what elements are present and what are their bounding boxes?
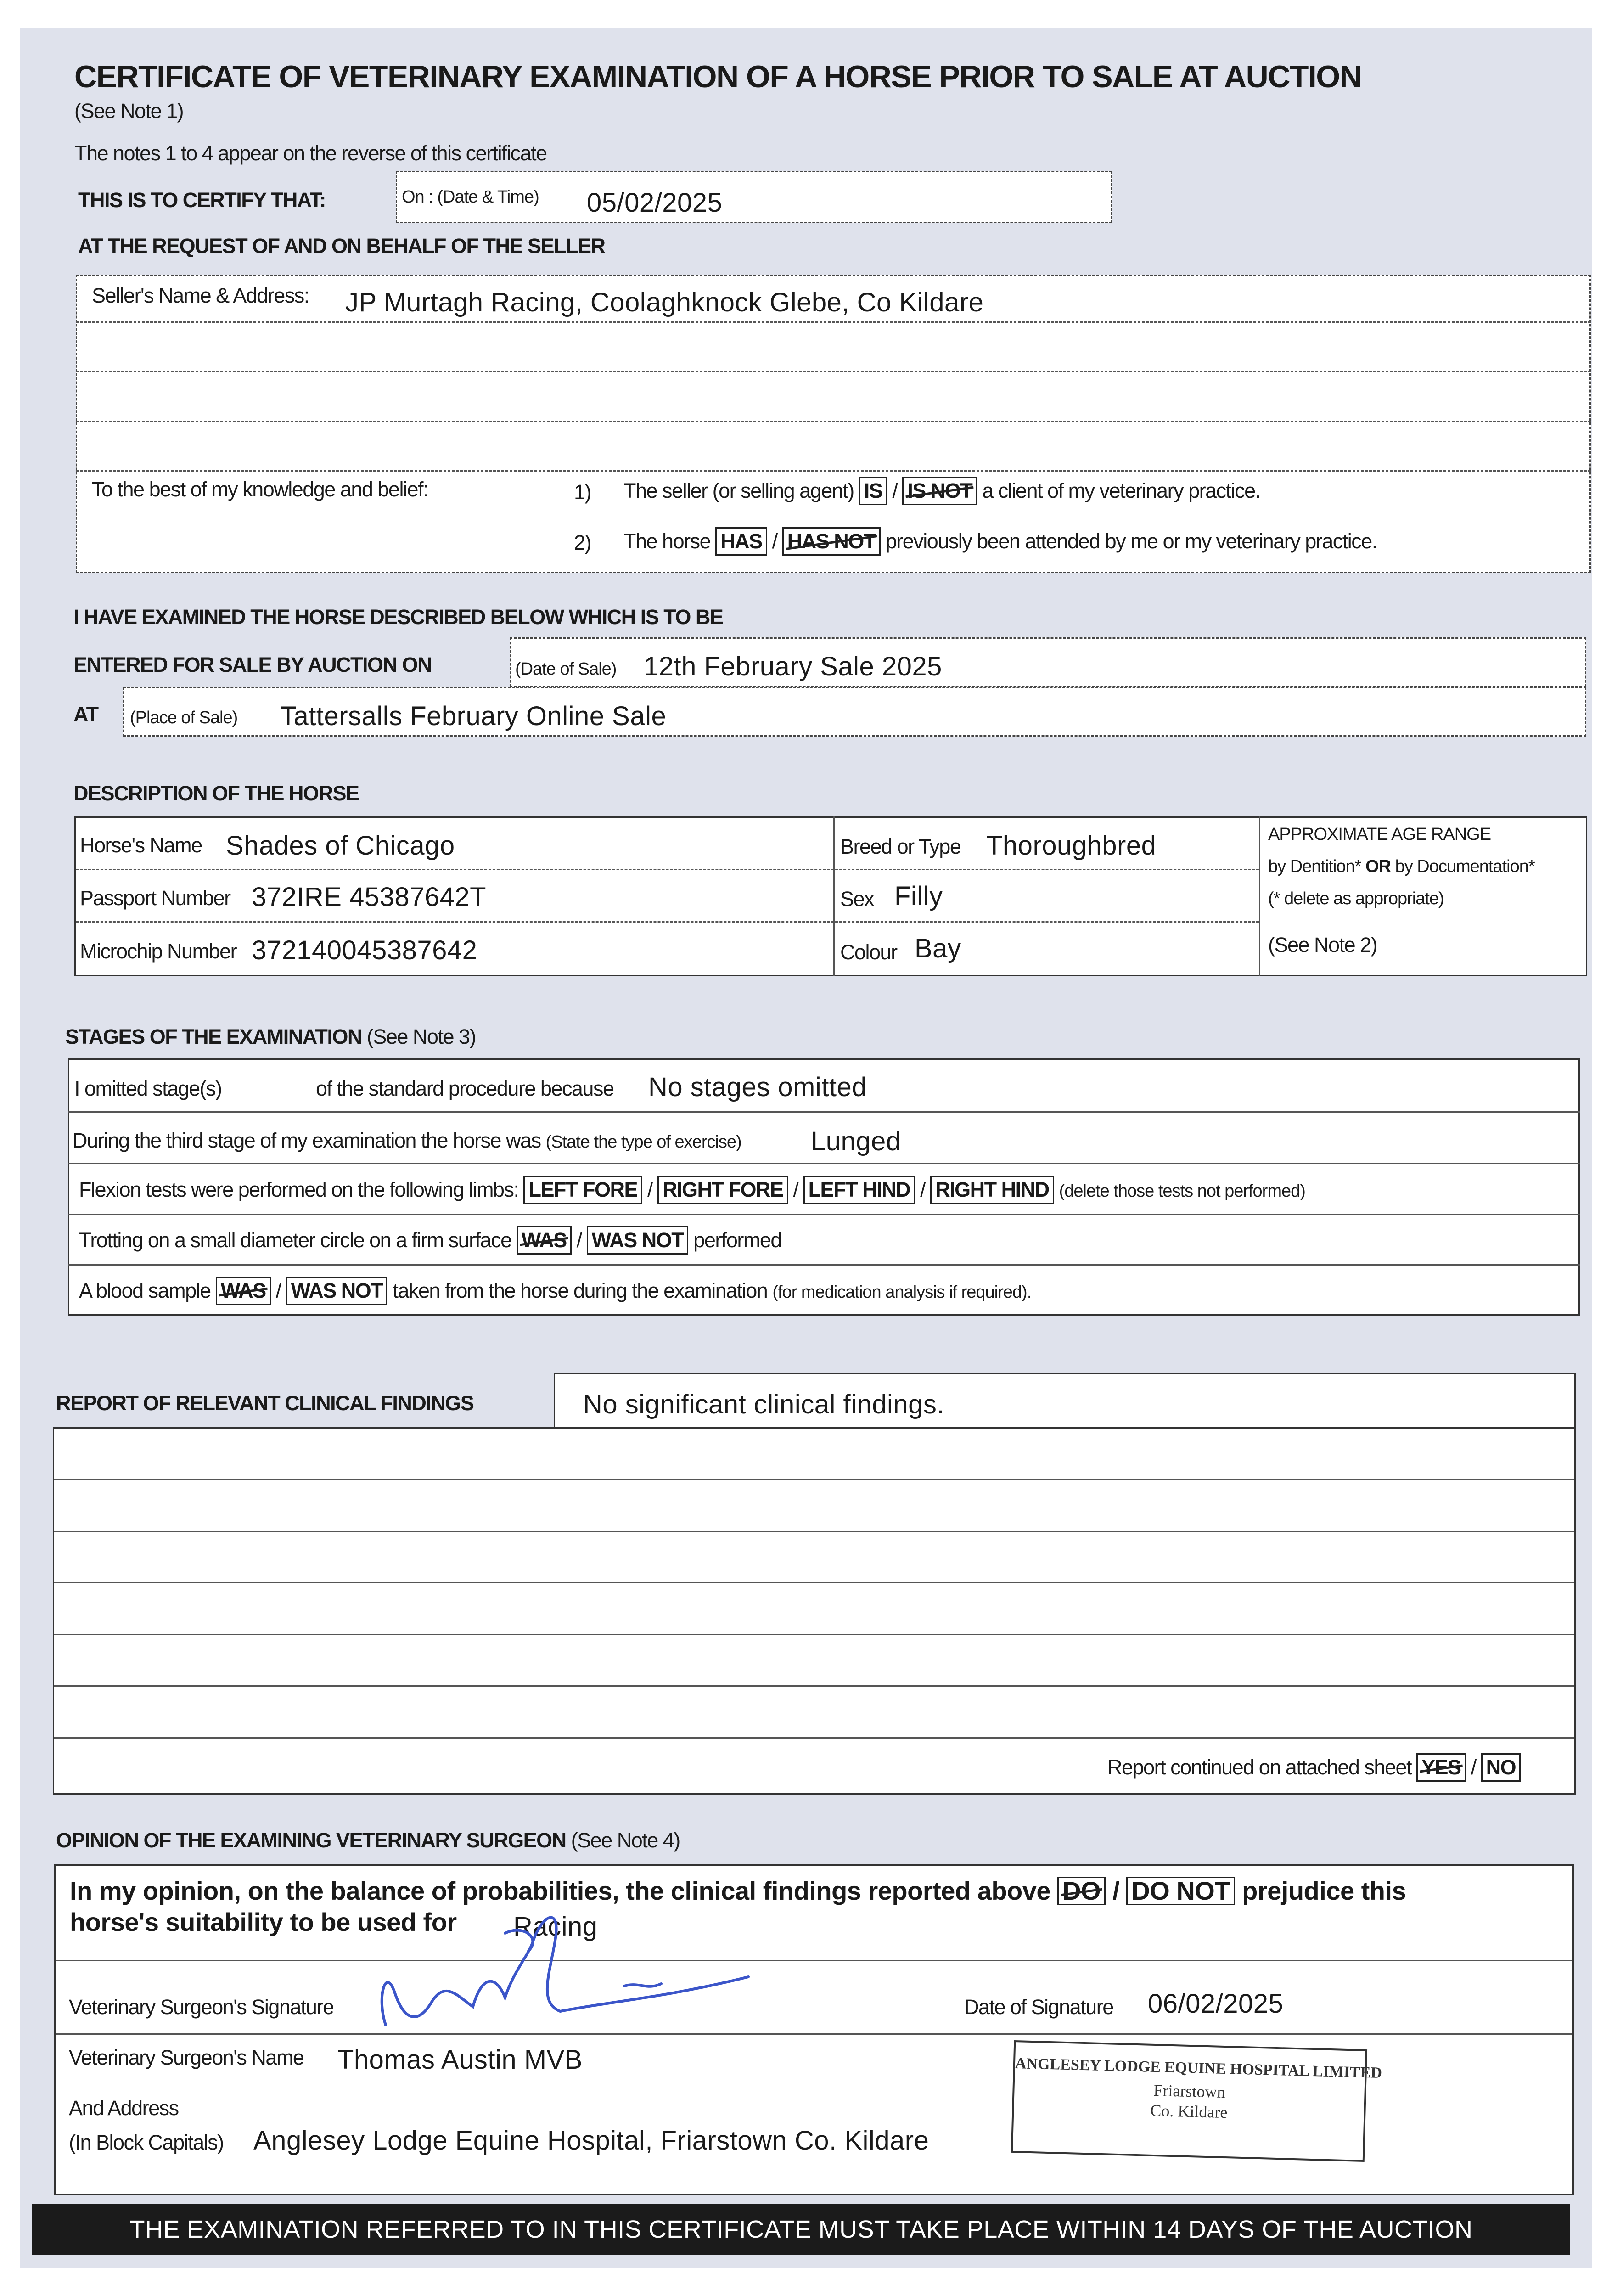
address-value: Anglesey Lodge Equine Hospital, Friarstown Co. Kildare bbox=[253, 2126, 929, 2155]
entered-label: ENTERED FOR SALE BY AUCTION ON bbox=[73, 653, 432, 676]
option-has: HAS bbox=[715, 527, 767, 556]
slash: / bbox=[1471, 1756, 1476, 1779]
item2-text-a: The horse bbox=[623, 529, 711, 553]
opinion-do-struck: DO bbox=[1057, 1877, 1106, 1905]
stamp-line-3: Co. Kildare bbox=[1150, 2101, 1228, 2122]
age-by-documentation: by Documentation* bbox=[1395, 857, 1535, 876]
horse-name-value: Shades of Chicago bbox=[226, 831, 455, 861]
horse-attended-statement bbox=[623, 527, 1377, 556]
flexion-row bbox=[79, 1176, 1305, 1204]
omitted-label-b: of the standard procedure because bbox=[316, 1077, 614, 1100]
blood-was-not: WAS NOT bbox=[286, 1277, 388, 1305]
breed-label: Breed or Type bbox=[840, 835, 961, 858]
sale-date-label: (Date of Sale) bbox=[515, 659, 617, 679]
stamp-line-1: ANGLESEY LODGE EQUINE HOSPITAL LIMITED bbox=[1015, 2055, 1382, 2082]
age-range-title: APPROXIMATE AGE RANGE bbox=[1268, 825, 1491, 844]
seller-line-4 bbox=[76, 470, 1591, 472]
trot-label: Trotting on a small diameter circle on a firm surface bbox=[79, 1228, 511, 1252]
colour-value: Bay bbox=[915, 934, 961, 963]
sale-date-value: 12th February Sale 2025 bbox=[644, 652, 942, 681]
stages-row-line-4 bbox=[68, 1264, 1580, 1266]
seller-client-statement bbox=[623, 477, 1260, 505]
footer-notice: THE EXAMINATION REFERRED TO IN THIS CERTIFICATE MUST TAKE PLACE WITHIN 14 DAYS OF THE AUCTION bbox=[32, 2204, 1570, 2255]
report-line-3 bbox=[54, 1582, 1574, 1583]
date-signature-label: Date of Signature bbox=[964, 1995, 1113, 2019]
stages-heading-note: (See Note 3) bbox=[366, 1025, 476, 1048]
option-is: IS bbox=[859, 477, 887, 505]
description-divider-2 bbox=[1259, 816, 1260, 976]
seller-name-label: Seller's Name & Address: bbox=[92, 284, 309, 307]
stages-heading-text: STAGES OF THE EXAMINATION bbox=[65, 1025, 362, 1048]
colour-label: Colour bbox=[840, 940, 897, 964]
description-row-line-1 bbox=[76, 869, 1259, 870]
item1-text-a: The seller (or selling agent) bbox=[623, 479, 854, 502]
report-continued-label: Report continued on attached sheet bbox=[1107, 1756, 1412, 1779]
seller-line-2 bbox=[76, 371, 1591, 372]
signature-scribble bbox=[367, 1887, 781, 2039]
option-is-not-struck: IS NOT bbox=[902, 477, 977, 505]
slash: / bbox=[793, 1178, 798, 1201]
trot-was-struck: WAS bbox=[517, 1226, 572, 1255]
slash: / bbox=[647, 1178, 652, 1201]
limb-left-hind: LEFT HIND bbox=[803, 1176, 915, 1204]
third-stage-note: (State the type of exercise) bbox=[545, 1132, 741, 1152]
report-no: NO bbox=[1481, 1753, 1521, 1782]
report-line-6 bbox=[54, 1737, 1574, 1739]
omitted-value: No stages omitted bbox=[648, 1072, 867, 1102]
notes-line: The notes 1 to 4 appear on the reverse of this certificate bbox=[74, 141, 547, 165]
trot-was-not: WAS NOT bbox=[587, 1226, 689, 1255]
opinion-heading-text: OPINION OF THE EXAMINING VETERINARY SURGEON bbox=[56, 1829, 566, 1852]
option-has-not-struck: HAS NOT bbox=[782, 527, 881, 556]
report-line-1 bbox=[54, 1479, 1574, 1480]
exam-date-label: On : (Date & Time) bbox=[402, 187, 539, 207]
blood-label: A blood sample bbox=[79, 1279, 211, 1302]
opinion-text-b: prejudice this bbox=[1242, 1876, 1406, 1905]
slash: / bbox=[772, 529, 777, 553]
practice-stamp bbox=[1011, 2040, 1382, 2162]
report-body-box bbox=[53, 1427, 1576, 1795]
opinion-heading-note: (See Note 4) bbox=[571, 1829, 680, 1852]
item1-number: 1) bbox=[574, 480, 591, 504]
opinion-text-a: In my opinion, on the balance of probabilities, the clinical findings reported above bbox=[70, 1876, 1051, 1905]
report-value: No significant clinical findings. bbox=[583, 1390, 944, 1419]
flexion-note: (delete those tests not performed) bbox=[1059, 1182, 1305, 1201]
microchip-value: 372140045387642 bbox=[252, 935, 477, 965]
sale-place-label: (Place of Sale) bbox=[130, 708, 238, 727]
stamp-line-2: Friarstown bbox=[1153, 2081, 1226, 2102]
report-continued-row bbox=[1107, 1753, 1521, 1782]
age-by-dentition: by Dentition* bbox=[1268, 857, 1361, 876]
certificate-title: CERTIFICATE OF VETERINARY EXAMINATION OF A HORSE PRIOR TO SALE AT AUCTION bbox=[74, 59, 1362, 94]
slash: / bbox=[920, 1178, 926, 1201]
description-row-line-2 bbox=[76, 921, 1259, 923]
seller-line-1 bbox=[76, 321, 1591, 323]
age-delete-note: (* delete as appropriate) bbox=[1268, 889, 1444, 908]
blood-after: taken from the horse during the examination bbox=[393, 1279, 768, 1302]
stages-row-line-3 bbox=[68, 1214, 1580, 1215]
passport-value: 372IRE 45387642T bbox=[252, 882, 487, 912]
age-range-methods bbox=[1268, 857, 1535, 877]
slash: / bbox=[892, 479, 898, 502]
seller-line-3 bbox=[76, 421, 1591, 422]
signature-label: Veterinary Surgeon's Signature bbox=[69, 1995, 334, 2019]
address-label-b: (In Block Capitals) bbox=[69, 2131, 224, 2154]
passport-label: Passport Number bbox=[80, 886, 230, 910]
trot-row bbox=[79, 1226, 781, 1255]
vet-name-label: Veterinary Surgeon's Name bbox=[69, 2046, 304, 2069]
opinion-do-not: DO NOT bbox=[1126, 1877, 1235, 1905]
slash: / bbox=[1112, 1876, 1120, 1905]
omitted-label-a: I omitted stage(s) bbox=[74, 1077, 222, 1100]
item1-text-b: a client of my veterinary practice. bbox=[982, 479, 1260, 502]
report-line-2 bbox=[54, 1531, 1574, 1532]
stages-heading bbox=[65, 1025, 476, 1049]
item2-text-b: previously been attended by me or my veterinary practice. bbox=[885, 529, 1377, 553]
opinion-heading bbox=[56, 1829, 680, 1852]
age-or: OR bbox=[1365, 857, 1391, 876]
seller-name-value: JP Murtagh Racing, Coolaghknock Glebe, Co Kildare bbox=[345, 287, 984, 317]
slash: / bbox=[576, 1228, 582, 1252]
request-line: AT THE REQUEST OF AND ON BEHALF OF THE SELLER bbox=[78, 234, 605, 258]
third-stage-text: During the third stage of my examination the horse was bbox=[73, 1129, 541, 1152]
trot-after: performed bbox=[693, 1228, 781, 1252]
stages-row-line-1 bbox=[68, 1111, 1580, 1113]
certify-label: THIS IS TO CERTIFY THAT: bbox=[78, 188, 326, 212]
stages-row-line-2 bbox=[68, 1163, 1580, 1164]
sale-place-value: Tattersalls February Online Sale bbox=[280, 701, 667, 731]
at-label: AT bbox=[73, 703, 98, 726]
date-signature-value: 06/02/2025 bbox=[1148, 1989, 1284, 2019]
third-stage-value: Lunged bbox=[811, 1126, 901, 1156]
breed-value: Thoroughbred bbox=[986, 831, 1157, 861]
third-stage-label bbox=[73, 1129, 741, 1153]
blood-row bbox=[79, 1277, 1031, 1305]
microchip-label: Microchip Number bbox=[80, 940, 237, 963]
see-note-1: (See Note 1) bbox=[74, 99, 184, 123]
report-heading: REPORT OF RELEVANT CLINICAL FINDINGS bbox=[56, 1391, 474, 1415]
sex-label: Sex bbox=[840, 887, 874, 911]
description-divider-1 bbox=[833, 816, 835, 976]
limb-right-hind: RIGHT HIND bbox=[930, 1176, 1054, 1204]
opinion-text-c: horse's suitability to be used for bbox=[70, 1908, 457, 1936]
limb-left-fore: LEFT FORE bbox=[523, 1176, 642, 1204]
flexion-label: Flexion tests were performed on the following limbs: bbox=[79, 1178, 519, 1201]
blood-was-struck: WAS bbox=[216, 1277, 271, 1305]
sex-value: Filly bbox=[894, 881, 943, 911]
examined-line: I HAVE EXAMINED THE HORSE DESCRIBED BELOW WHICH IS TO BE bbox=[73, 605, 723, 629]
report-line-5 bbox=[54, 1685, 1574, 1687]
slash: / bbox=[275, 1279, 281, 1302]
report-line-4 bbox=[54, 1634, 1574, 1635]
opinion-line-1 bbox=[56, 1960, 1572, 1961]
exam-date-value: 05/02/2025 bbox=[587, 188, 723, 218]
report-yes-struck: YES bbox=[1416, 1753, 1466, 1782]
item2-number: 2) bbox=[574, 531, 591, 554]
description-heading: DESCRIPTION OF THE HORSE bbox=[73, 782, 359, 805]
knowledge-label: To the best of my knowledge and belief: bbox=[92, 478, 428, 501]
address-label-a: And Address bbox=[69, 2096, 179, 2120]
blood-note: (for medication analysis if required). bbox=[772, 1283, 1032, 1302]
opinion-use-value: Racing bbox=[513, 1912, 598, 1941]
age-see-note-2: (See Note 2) bbox=[1268, 933, 1377, 957]
limb-right-fore: RIGHT FORE bbox=[657, 1176, 788, 1204]
opinion-line-2 bbox=[56, 2033, 1572, 2035]
vet-name-value: Thomas Austin MVB bbox=[337, 2045, 583, 2075]
horse-name-label: Horse's Name bbox=[80, 833, 202, 857]
